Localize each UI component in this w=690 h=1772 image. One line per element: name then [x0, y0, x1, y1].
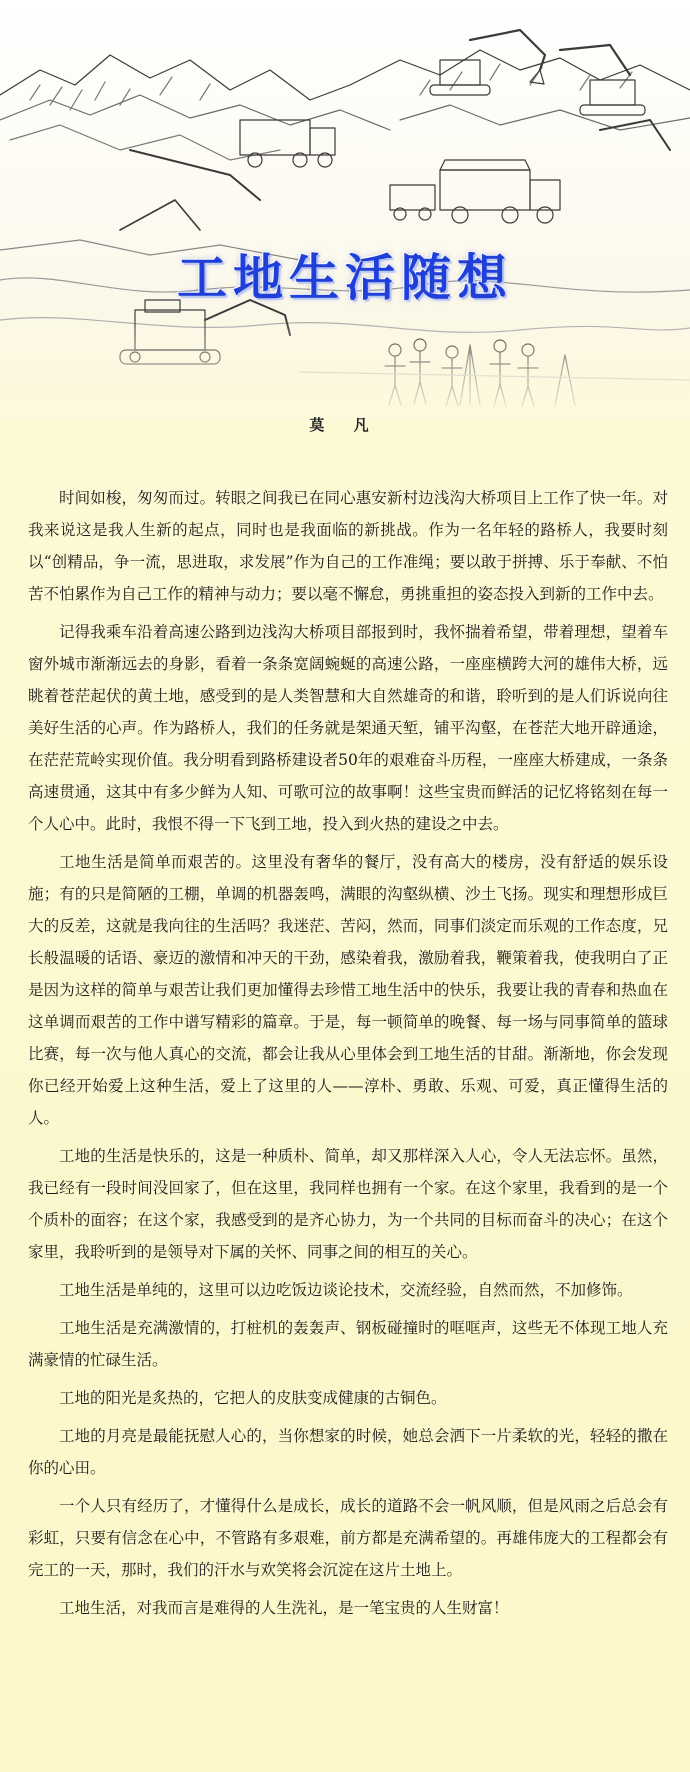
paragraph: 一个人只有经历了，才懂得什么是成长，成长的道路不会一帆风顺，但是风雨之后总会有彩虹，只要有信念在心中，不管路有多艰难，前方都是充满希望的。再雄伟庞大的工程都会有完工的一天，那时，我们的汗水与欢笑将会沉淀在这片土地上。 [28, 1497, 668, 1579]
paragraph: 记得我乘车沿着高速公路到边浅沟大桥项目部报到时，我怀揣着希望，带着理想，望着车窗外城市渐渐远去的身影，看着一条条宽阔蜿蜒的高速公路，一座座横跨大河的雄伟大桥，远眺着苍茫起伏的黄土地，感受到的是人类智慧和大自然雄奇的和谐，聆听到的是人们诉说向往美好生活的心声。作为路桥人，我们的任务就是架通天堑，铺平沟壑，在苍茫大地开辟通途，在茫茫荒岭实现价值。我分明看到路桥建设者50年的艰难奋斗历程，一座座大桥建成，一条条高速贯通，这其中有多少鲜为人知、可歌可泣的故事啊！这些宝贵而鲜活的记忆将铭刻在每一个人心中。此时，我恨不得一下飞到工地，投入到火热的建设之中去。 [28, 623, 668, 833]
paragraph: 工地生活是简单而艰苦的。这里没有奢华的餐厅，没有高大的楼房，没有舒适的娱乐设施；有的只是简陋的工棚，单调的机器轰鸣，满眼的沟壑纵横、沙土飞扬。现实和理想形成巨大的反差，这就是我向往的生活吗？我迷茫、苦闷，然而，同事们淡定而乐观的工作态度，兄长般温暖的话语、豪迈的激情和冲天的干劲，感染着我，激励着我，鞭策着我，使我明白了正是因为这样的简单与艰苦让我们更加懂得去珍惜工地生活中的快乐，我要让我的青春和热血在这单调而艰苦的工作中谱写精彩的篇章。于是，每一顿简单的晚餐、每一场与同事简单的篮球比赛，每一次与他人真心的交流，都会让我从心里体会到工地生活的甘甜。渐渐地，你会发现你已经开始爱上这种生活，爱上了这里的人——淳朴、勇敢、乐观、可爱，真正懂得生活的人。 [28, 853, 668, 1127]
paragraph: 工地生活是单纯的，这里可以边吃饭边谈论技术，交流经验，自然而然，不加修饰。 [59, 1281, 633, 1299]
paragraph: 工地的阳光是炙热的，它把人的皮肤变成健康的古铜色。 [59, 1389, 447, 1407]
paragraph: 工地生活，对我而言是难得的人生洗礼，是一笔宝贵的人生财富！ [59, 1599, 509, 1617]
article-body [28, 482, 668, 1630]
article-title: 工地生活随想 [177, 249, 513, 307]
article-author: 莫 凡 [309, 416, 381, 434]
paragraph: 工地的生活是快乐的，这是一种质朴、简单，却又那样深入人心，令人无法忘怀。虽然，我已经有一段时间没回家了，但在这里，我同样也拥有一个家。在这个家里，我看到的是一个个质朴的面容；在这个家，我感受到的是齐心协力，为一个共同的目标而奋斗的决心；在这个家里，我聆听到的是领导对下属的关怀、同事之间的相互的关心。 [28, 1147, 668, 1261]
paragraph: 工地生活是充满激情的，打桩机的轰轰声、钢板碰撞时的哐哐声，这些无不体现工地人充满豪情的忙碌生活。 [28, 1319, 668, 1369]
construction-sketch-banner [0, 0, 690, 420]
paragraph: 工地的月亮是最能抚慰人心的，当你想家的时候，她总会洒下一片柔软的光，轻轻的撒在你的心田。 [28, 1427, 668, 1477]
construction-sketch-image [0, 0, 690, 420]
paragraph: 时间如梭，匆匆而过。转眼之间我已在同心惠安新村边浅沟大桥项目上工作了快一年。对我来说这是我人生新的起点，同时也是我面临的新挑战。作为一名年轻的路桥人，我要时刻以“创精品，争一流，思进取，求发展”作为自己的工作准绳；要以敢于拼搏、乐于奉献、不怕苦不怕累作为自己工作的精神与动力；要以毫不懈怠，勇挑重担的姿态投入到新的工作中去。 [28, 489, 668, 603]
